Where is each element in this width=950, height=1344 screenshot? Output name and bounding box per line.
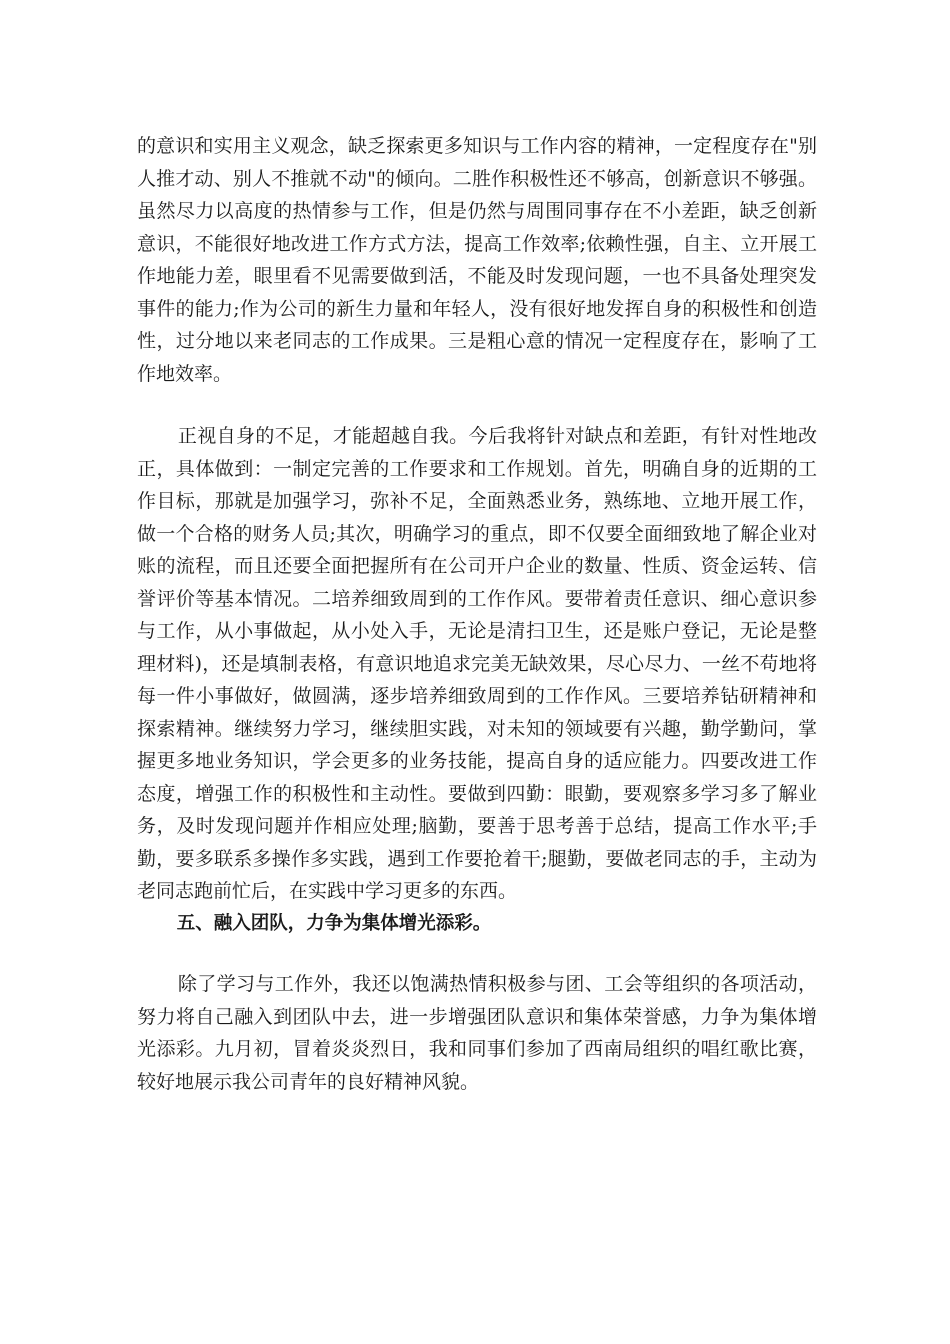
section-heading-five: 五、融入团队，力争为集体增光添彩。	[176, 912, 492, 934]
paragraph-improvement-plan: 正视自身的不足，才能超越自我。今后我将针对缺点和差距，有针对性地改正，具体做到：一制定完善的工作要求和工作规划。首先，明确自身的近期的工作目标，那就是加强学习，弥补不足，全面熟悉业务，熟练地、立地开展工作，做一个合格的财务人员;其次，明确学习的重点，即不仅要全面细致地了解企业对账的流程，而且还要全面把握所有在公司开户企业的数量、性质、资金运转、信誉评价等基本情况。二培养细致周到的工作作风。要带着责任意识、细心意识参与工作，从小事做起，从小处入手，无论是清扫卫生，还是账户登记，无论是整理材料)，还是填制表格，有意识地追求完美无缺效果，尽心尽力、一丝不苟地将每一件小事做好，做圆满，逐步培养细致周到的工作作风。三要培养钻研精神和探索精神。继续努力学习，继续胆实践，对未知的领域要有兴趣，勤学勤问，掌握更多地业务知识，学会更多的业务技能，提高自身的适应能力。四要改进工作态度，增强工作的积极性和主动性。要做到四勤：眼勤，要观察多学习多了解业务，及时发现问题并作相应处理;脑勤，要善于思考善于总结，提高工作水平;手勤，要多联系多操作多实践，遇到工作要抢着干;腿勤，要做老同志的手，主动为老同志跑前忙后，在实践中学习更多的东西。	[137, 425, 817, 902]
document-page	[137, 130, 817, 1098]
paragraph-team-activities: 除了学习与工作外，我还以饱满热情积极参与团、工会等组织的各项活动，努力将自己融入到团队中去，进一步增强团队意识和集体荣誉感，力争为集体增光添彩。九月初，冒着炎炎烈日，我和同事们参加了西南局组织的唱红歌比赛，较好地展示我公司青年的良好精神风貌。	[137, 973, 817, 1093]
paragraph-shortcomings: 的意识和实用主义观念，缺乏探索更多知识与工作内容的精神，一定程度存在"别人推才动、别人不推就不动"的倾向。二胜作积极性还不够高，创新意识不够强。虽然尽力以高度的热情参与工作，但是仍然与周围同事存在不小差距，缺乏创新意识，不能很好地改进工作方式方法，提高工作效率;依赖性强，自主、立开展工作地能力差，眼里看不见需要做到活，不能及时发现问题，一也不具备处理突发事件的能力;作为公司的新生力量和年轻人，没有很好地发挥自身的积极性和创造性，过分地以来老同志的工作成果。三是粗心意的情况一定程度存在，影响了工作地效率。	[137, 135, 817, 385]
